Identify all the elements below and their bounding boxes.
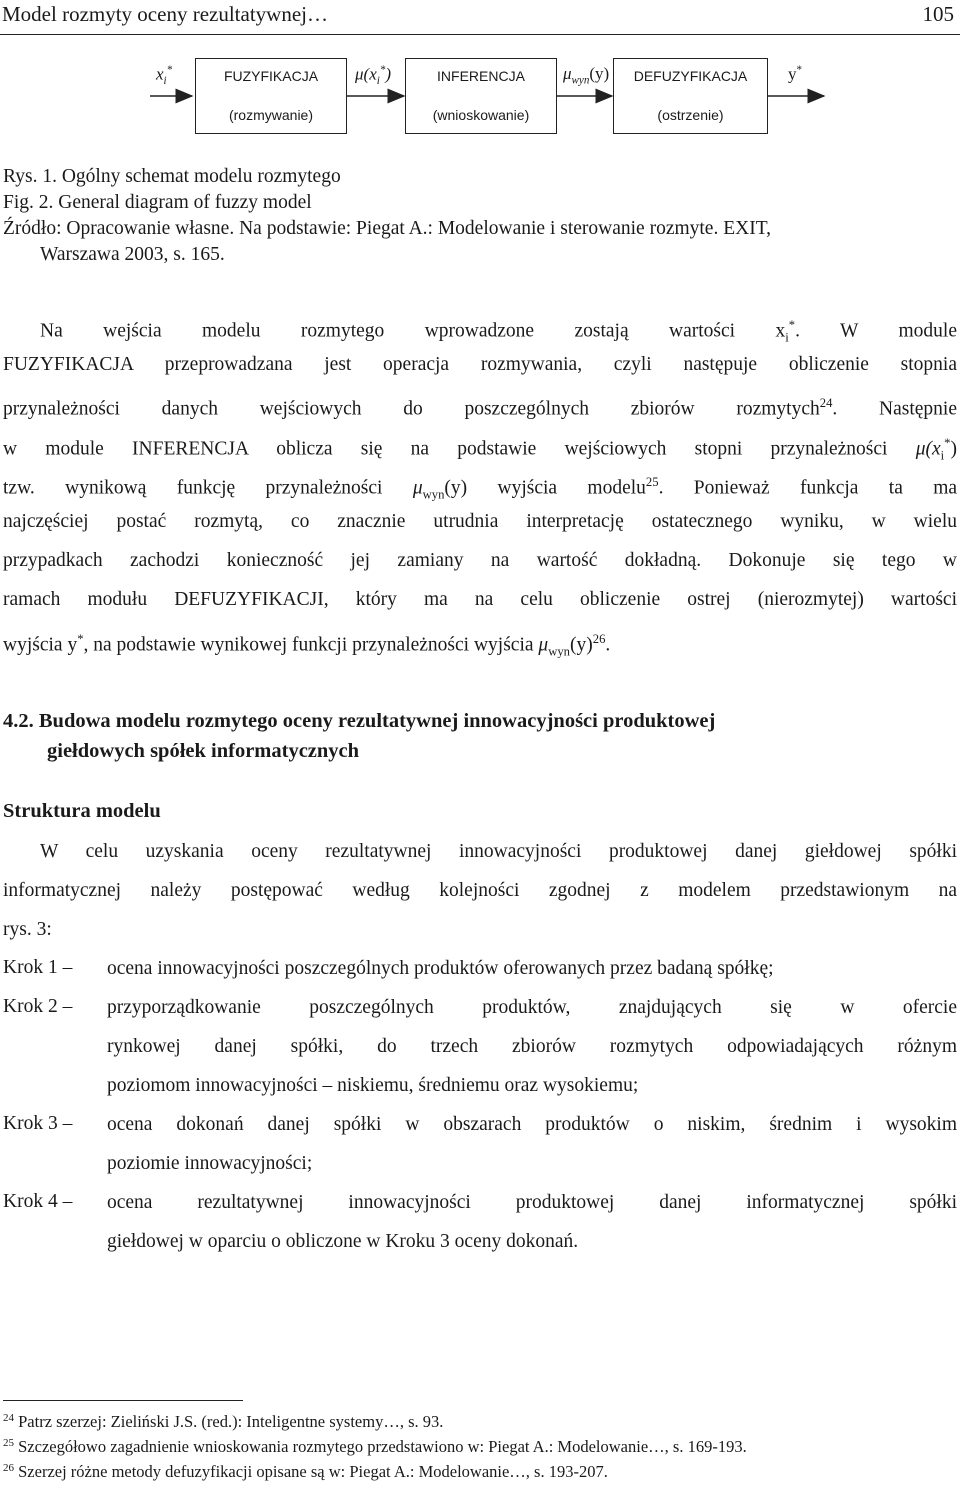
- text-line: przynależności danych wejściowych do poszczególnych zbiorów rozmytych$^{24}$. Następnie: [3, 396, 957, 420]
- text-line: informatycznej należy postępować według kolejności zgodnej z modelem przedstawionym na: [3, 880, 957, 902]
- step-4-text: ocena rezultatywnej innowacyjności produktowej danej informatycznej spółki giełdowej w oparciu o obliczone w Kroku 3 oceny dokonań.: [107, 1192, 957, 1252]
- step-1-text: ocena innowacyjności poszczególnych produktów oferowanych przez badaną spółkę;: [107, 958, 774, 979]
- footnote-rule: [3, 1400, 243, 1401]
- defuzzification-box: [613, 58, 768, 134]
- footnote-26: $^{26}$ Szerzej różne metody defuzyfikacji opisane są w: Piegat A.: Modelowanie…, s. 193-207.: [3, 1462, 608, 1481]
- text-line: Na wejścia modelu rozmytego wprowadzone zostają wartości $x_i^*$. W module: [40, 318, 957, 345]
- fuzzification-sub-label: (rozmywanie): [228, 107, 313, 123]
- body-paragraph-2: [3, 832, 957, 950]
- text-line: przypadkach zachodzi konieczność jej zamiany na wartość dokładną. Dokonuje się tego w: [3, 550, 957, 572]
- inference-sub-label: (wnioskowanie): [432, 107, 530, 123]
- membership-output-symbol: $\mu_{wyn}(y)$: [563, 64, 610, 87]
- text-line: W celu uzyskania oceny rezultatywnej innowacyjności produktowej danej giełdowej spółki: [40, 841, 957, 862]
- running-header-title: Model rozmyty oceny rezultatywnej…: [2, 2, 328, 26]
- membership-input-symbol: $\mu(x_i^*)$: [355, 64, 392, 88]
- defuzzification-sub-label: (ostrzenie): [657, 107, 724, 123]
- figure-caption-pl: Rys. 1. Ogólny schemat modelu rozmytego: [3, 166, 341, 187]
- text-line: w module INFERENCJA oblicza się na podstawie wejściowych stopni przynależności $\mu(x_i^*)$: [3, 435, 957, 462]
- text-line: wyjścia y*, na podstawie wynikowej funkcji przynależności wyjścia $\mu_{wyn}(y)^{26}$.: [3, 631, 611, 658]
- step-1-label: Krok 1 –: [3, 957, 73, 978]
- text-line: FUZYFIKACJA przeprowadzana jest operacja rozmywania, czyli następuje obliczenie stopnia: [3, 354, 957, 376]
- figure-source-cont: Warszawa 2003, s. 165.: [40, 244, 225, 265]
- step-3-text: ocena dokonań danej spółki w obszarach produktów o niskim, średnim i wysokim poziomie innowacyjności;: [107, 1114, 957, 1174]
- text-line: najczęściej postać rozmytą, co znacznie utrudnia interpretację ostatecznego wyniku, w wielu: [3, 510, 957, 532]
- fuzzification-label: FUZYFIKACJA: [223, 68, 319, 84]
- page-number: 105: [922, 2, 954, 26]
- text-line: tzw. wynikową funkcję przynależności $\mu_{wyn}(y)$ wyjścia modelu$^{25}$. Ponieważ funkcja ta ma: [3, 474, 958, 502]
- footnote-25: $^{25}$ Szczegółowo zagadnienie wnioskowania rozmytego przedstawiono w: Piegat A.: Modelowanie…, s. 169-193.: [3, 1437, 747, 1456]
- defuzzification-label: DEFUZYFIKACJA: [633, 68, 748, 84]
- input-symbol: $x_i^*$: [156, 64, 173, 88]
- step-2-text: przyporządkowanie poszczególnych produktów, znajdujących się w ofercie rynkowej danej spółki, do trzech zbiorów rozmytych odpowiadających różnym poziomom innowacyjności – niskiemu, średniemu oraz wysokiemu;: [107, 997, 957, 1096]
- text-line: ramach modułu DEFUZYFIKACJI, który ma na celu obliczenie ostrej (nierozmytej) wartości: [3, 589, 957, 611]
- section-heading: 4.2. Budowa modelu rozmytego oceny rezultatywnej innowacyjności produktowej: [3, 710, 716, 732]
- figure-caption-en: Fig. 2. General diagram of fuzzy model: [3, 192, 312, 213]
- footnote-24: $^{24}$ Patrz szerzej: Zieliński J.S. (red.): Inteligentne systemy…, s. 93.: [3, 1412, 444, 1431]
- section-heading-cont: giełdowych spółek informatycznych: [47, 740, 360, 762]
- inference-label: INFERENCJA: [437, 68, 525, 84]
- step-3-label: Krok 3 –: [3, 1113, 73, 1134]
- subsection-heading: Struktura modelu: [3, 800, 161, 822]
- body-paragraph-1: [3, 306, 957, 659]
- step-2-label: Krok 2 –: [3, 996, 73, 1017]
- step-4-label: Krok 4 –: [3, 1191, 73, 1212]
- text-line: rys. 3:: [3, 919, 52, 941]
- output-symbol: y*: [788, 64, 803, 84]
- inference-box: [405, 58, 557, 134]
- figure-source: Źródło: Opracowanie własne. Na podstawie: Piegat A.: Modelowanie i sterowanie rozmyte. EXIT,: [3, 218, 772, 239]
- fuzzification-box: [195, 58, 347, 134]
